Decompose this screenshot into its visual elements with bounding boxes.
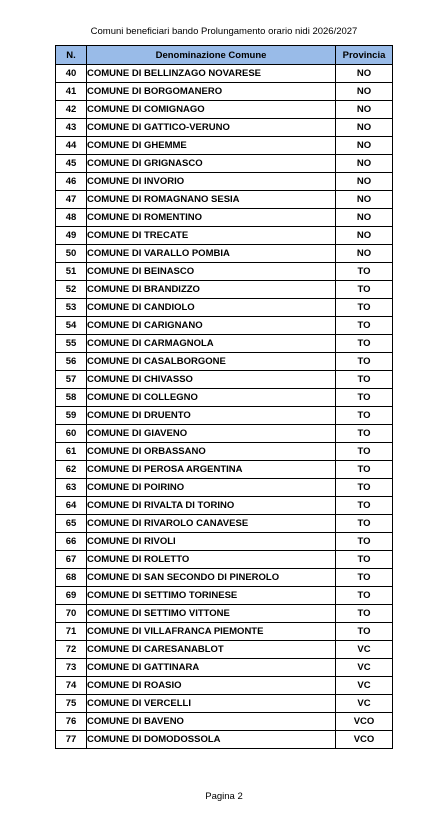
table-row bbox=[56, 659, 393, 677]
table-row bbox=[56, 641, 393, 659]
header-provincia: Provincia bbox=[336, 46, 393, 65]
row-comune: COMUNE DI RIVAROLO CANAVESE bbox=[87, 515, 336, 533]
row-number: 42 bbox=[56, 101, 87, 119]
table-row bbox=[56, 353, 393, 371]
row-comune: COMUNE DI CANDIOLO bbox=[87, 299, 336, 317]
row-provincia: TO bbox=[336, 623, 393, 641]
row-comune: COMUNE DI TRECATE bbox=[87, 227, 336, 245]
row-number: 49 bbox=[56, 227, 87, 245]
table-row bbox=[56, 119, 393, 137]
row-comune: COMUNE DI CASALBORGONE bbox=[87, 353, 336, 371]
row-comune: COMUNE DI COLLEGNO bbox=[87, 389, 336, 407]
row-number: 55 bbox=[56, 335, 87, 353]
table-row bbox=[56, 587, 393, 605]
table-row bbox=[56, 497, 393, 515]
comuni-table bbox=[55, 45, 393, 749]
row-comune: COMUNE DI GATTICO-VERUNO bbox=[87, 119, 336, 137]
row-number: 50 bbox=[56, 245, 87, 263]
table-row bbox=[56, 569, 393, 587]
row-number: 75 bbox=[56, 695, 87, 713]
row-number: 57 bbox=[56, 371, 87, 389]
row-provincia: NO bbox=[336, 209, 393, 227]
row-comune: COMUNE DI CARESANABLOT bbox=[87, 641, 336, 659]
row-number: 43 bbox=[56, 119, 87, 137]
table-row bbox=[56, 65, 393, 83]
row-comune: COMUNE DI POIRINO bbox=[87, 479, 336, 497]
table-row bbox=[56, 623, 393, 641]
row-number: 73 bbox=[56, 659, 87, 677]
row-number: 66 bbox=[56, 533, 87, 551]
row-comune: COMUNE DI VERCELLI bbox=[87, 695, 336, 713]
row-provincia: TO bbox=[336, 533, 393, 551]
row-provincia: VCO bbox=[336, 731, 393, 749]
row-comune: COMUNE DI BELLINZAGO NOVARESE bbox=[87, 65, 336, 83]
row-number: 72 bbox=[56, 641, 87, 659]
row-number: 56 bbox=[56, 353, 87, 371]
row-provincia: NO bbox=[336, 245, 393, 263]
row-number: 59 bbox=[56, 407, 87, 425]
row-comune: COMUNE DI SETTIMO TORINESE bbox=[87, 587, 336, 605]
table-row bbox=[56, 731, 393, 749]
row-provincia: NO bbox=[336, 173, 393, 191]
table-row bbox=[56, 101, 393, 119]
row-comune: COMUNE DI GATTINARA bbox=[87, 659, 336, 677]
page-number: Pagina 2 bbox=[205, 791, 243, 802]
row-provincia: TO bbox=[336, 299, 393, 317]
table-row bbox=[56, 371, 393, 389]
row-provincia: TO bbox=[336, 335, 393, 353]
row-comune: COMUNE DI DOMODOSSOLA bbox=[87, 731, 336, 749]
table-row bbox=[56, 209, 393, 227]
row-provincia: TO bbox=[336, 587, 393, 605]
table-row bbox=[56, 299, 393, 317]
row-comune: COMUNE DI GIAVENO bbox=[87, 425, 336, 443]
row-number: 47 bbox=[56, 191, 87, 209]
row-provincia: TO bbox=[336, 569, 393, 587]
row-number: 70 bbox=[56, 605, 87, 623]
row-provincia: VCO bbox=[336, 713, 393, 731]
row-comune: COMUNE DI PEROSA ARGENTINA bbox=[87, 461, 336, 479]
document-title: Comuni beneficiari bando Prolungamento orario nidi 2026/2027 bbox=[90, 26, 358, 37]
row-provincia: TO bbox=[336, 425, 393, 443]
row-provincia: NO bbox=[336, 101, 393, 119]
row-provincia: NO bbox=[336, 137, 393, 155]
row-comune: COMUNE DI BAVENO bbox=[87, 713, 336, 731]
row-comune: COMUNE DI GRIGNASCO bbox=[87, 155, 336, 173]
row-number: 74 bbox=[56, 677, 87, 695]
row-number: 53 bbox=[56, 299, 87, 317]
row-provincia: NO bbox=[336, 83, 393, 101]
row-comune: COMUNE DI RIVALTA DI TORINO bbox=[87, 497, 336, 515]
table-row bbox=[56, 407, 393, 425]
row-number: 45 bbox=[56, 155, 87, 173]
row-comune: COMUNE DI CARIGNANO bbox=[87, 317, 336, 335]
row-comune: COMUNE DI BEINASCO bbox=[87, 263, 336, 281]
row-comune: COMUNE DI ROLETTO bbox=[87, 551, 336, 569]
row-number: 67 bbox=[56, 551, 87, 569]
table-row bbox=[56, 281, 393, 299]
table-row bbox=[56, 335, 393, 353]
table-row bbox=[56, 551, 393, 569]
table-row bbox=[56, 443, 393, 461]
row-provincia: NO bbox=[336, 65, 393, 83]
row-number: 48 bbox=[56, 209, 87, 227]
row-provincia: NO bbox=[336, 191, 393, 209]
row-provincia: TO bbox=[336, 479, 393, 497]
row-comune: COMUNE DI BORGOMANERO bbox=[87, 83, 336, 101]
row-provincia: TO bbox=[336, 515, 393, 533]
table-header-row bbox=[56, 46, 393, 65]
table-row bbox=[56, 677, 393, 695]
table-row bbox=[56, 317, 393, 335]
row-comune: COMUNE DI BRANDIZZO bbox=[87, 281, 336, 299]
row-provincia: TO bbox=[336, 389, 393, 407]
row-number: 52 bbox=[56, 281, 87, 299]
table-row bbox=[56, 425, 393, 443]
row-provincia: TO bbox=[336, 461, 393, 479]
row-provincia: VC bbox=[336, 659, 393, 677]
row-comune: COMUNE DI INVORIO bbox=[87, 173, 336, 191]
row-comune: COMUNE DI RIVOLI bbox=[87, 533, 336, 551]
row-provincia: TO bbox=[336, 353, 393, 371]
row-number: 54 bbox=[56, 317, 87, 335]
row-provincia: NO bbox=[336, 155, 393, 173]
row-comune: COMUNE DI ROMENTINO bbox=[87, 209, 336, 227]
row-provincia: TO bbox=[336, 263, 393, 281]
row-comune: COMUNE DI VARALLO POMBIA bbox=[87, 245, 336, 263]
header-number: N. bbox=[56, 46, 87, 65]
row-comune: COMUNE DI ORBASSANO bbox=[87, 443, 336, 461]
table-row bbox=[56, 713, 393, 731]
row-provincia: VC bbox=[336, 695, 393, 713]
row-provincia: TO bbox=[336, 317, 393, 335]
row-number: 62 bbox=[56, 461, 87, 479]
row-number: 63 bbox=[56, 479, 87, 497]
table-row bbox=[56, 83, 393, 101]
row-comune: COMUNE DI VILLAFRANCA PIEMONTE bbox=[87, 623, 336, 641]
row-comune: COMUNE DI CHIVASSO bbox=[87, 371, 336, 389]
row-comune: COMUNE DI SETTIMO VITTONE bbox=[87, 605, 336, 623]
row-number: 46 bbox=[56, 173, 87, 191]
row-number: 64 bbox=[56, 497, 87, 515]
row-comune: COMUNE DI SAN SECONDO DI PINEROLO bbox=[87, 569, 336, 587]
row-provincia: TO bbox=[336, 281, 393, 299]
table-row bbox=[56, 389, 393, 407]
row-number: 68 bbox=[56, 569, 87, 587]
row-provincia: TO bbox=[336, 605, 393, 623]
row-provincia: TO bbox=[336, 551, 393, 569]
row-provincia: TO bbox=[336, 497, 393, 515]
row-number: 65 bbox=[56, 515, 87, 533]
row-comune: COMUNE DI DRUENTO bbox=[87, 407, 336, 425]
table-row bbox=[56, 695, 393, 713]
table-row bbox=[56, 137, 393, 155]
table-row bbox=[56, 155, 393, 173]
row-number: 60 bbox=[56, 425, 87, 443]
row-number: 71 bbox=[56, 623, 87, 641]
table-row bbox=[56, 263, 393, 281]
row-number: 44 bbox=[56, 137, 87, 155]
row-number: 69 bbox=[56, 587, 87, 605]
row-comune: COMUNE DI ROASIO bbox=[87, 677, 336, 695]
row-number: 41 bbox=[56, 83, 87, 101]
row-number: 40 bbox=[56, 65, 87, 83]
row-number: 51 bbox=[56, 263, 87, 281]
row-comune: COMUNE DI GHEMME bbox=[87, 137, 336, 155]
row-provincia: TO bbox=[336, 371, 393, 389]
table-row bbox=[56, 533, 393, 551]
table-row bbox=[56, 461, 393, 479]
table-row bbox=[56, 173, 393, 191]
table-row bbox=[56, 245, 393, 263]
row-comune: COMUNE DI CARMAGNOLA bbox=[87, 335, 336, 353]
table-row bbox=[56, 479, 393, 497]
row-number: 58 bbox=[56, 389, 87, 407]
row-comune: COMUNE DI COMIGNAGO bbox=[87, 101, 336, 119]
row-number: 61 bbox=[56, 443, 87, 461]
row-provincia: NO bbox=[336, 119, 393, 137]
table-row bbox=[56, 515, 393, 533]
row-comune: COMUNE DI ROMAGNANO SESIA bbox=[87, 191, 336, 209]
table-row bbox=[56, 227, 393, 245]
row-provincia: TO bbox=[336, 407, 393, 425]
row-provincia: NO bbox=[336, 227, 393, 245]
row-provincia: TO bbox=[336, 443, 393, 461]
row-number: 76 bbox=[56, 713, 87, 731]
row-number: 77 bbox=[56, 731, 87, 749]
row-provincia: VC bbox=[336, 677, 393, 695]
table-row bbox=[56, 191, 393, 209]
table-row bbox=[56, 605, 393, 623]
header-comune: Denominazione Comune bbox=[87, 46, 336, 65]
row-provincia: VC bbox=[336, 641, 393, 659]
